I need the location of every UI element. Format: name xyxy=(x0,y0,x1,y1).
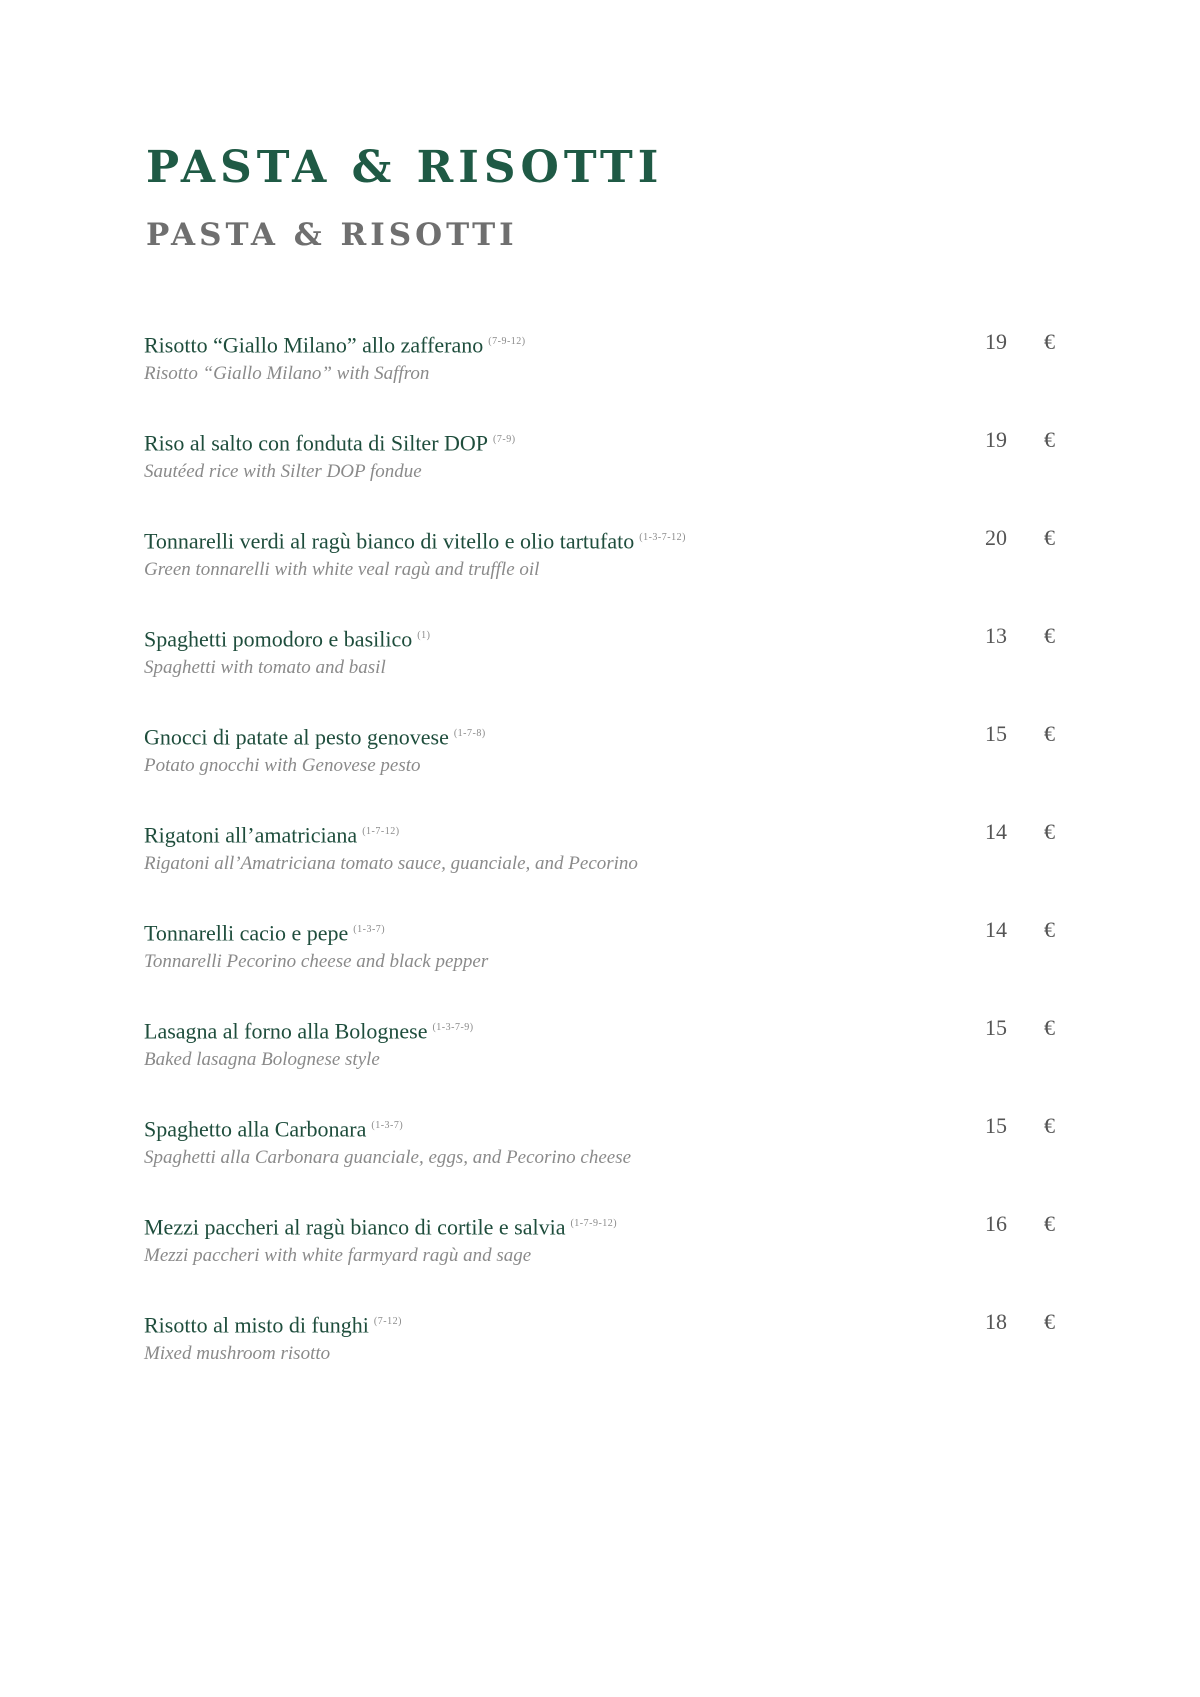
item-description: Mixed mushroom risotto xyxy=(144,1343,331,1364)
item-description: Sautéed rice with Silter DOP fondue xyxy=(144,461,422,482)
currency-symbol: € xyxy=(1044,1211,1055,1236)
item-name: Spaghetti pomodoro e basilico $^{(1)}$ xyxy=(144,626,431,652)
item-name: Spaghetto alla Carbonara $^{(1-3-7)}$ xyxy=(144,1116,404,1142)
allergen-codes: (1-3-7) xyxy=(353,924,386,935)
currency-symbol: € xyxy=(1044,1113,1055,1138)
menu-item xyxy=(0,819,1200,899)
allergen-codes: (1-7-9-12) xyxy=(570,1218,618,1229)
item-price: 15 xyxy=(985,1113,1007,1138)
item-name: Riso al salto con fonduta di Silter DOP $^{(7-9)}$ xyxy=(144,430,516,456)
page-title: PASTA & RISOTTI xyxy=(146,142,664,193)
item-price: 14 xyxy=(985,819,1007,844)
currency-symbol: € xyxy=(1044,525,1055,550)
page-subtitle: PASTA & RISOTTI xyxy=(146,217,518,253)
item-name: Gnocci di patate al pesto genovese $^{(1-7-8)}$ xyxy=(144,724,486,750)
item-price: 16 xyxy=(985,1211,1007,1236)
item-description: Risotto “Giallo Milano” with Saffron xyxy=(144,363,430,384)
allergen-codes: (7-9) xyxy=(493,434,516,445)
menu-item xyxy=(0,427,1200,507)
allergen-codes: (1-3-7) xyxy=(371,1120,404,1131)
allergen-codes: (7-12) xyxy=(373,1316,402,1327)
item-name: Lasagna al forno alla Bolognese $^{(1-3-7-9)}$ xyxy=(144,1018,474,1044)
allergen-codes: (1-7-12) xyxy=(362,826,400,837)
menu-item xyxy=(0,1015,1200,1095)
menu-item xyxy=(0,623,1200,703)
currency-symbol: € xyxy=(1044,1309,1055,1334)
currency-symbol: € xyxy=(1044,721,1055,746)
item-description: Spaghetti alla Carbonara guanciale, eggs, and Pecorino cheese xyxy=(144,1147,632,1168)
item-price: 15 xyxy=(985,721,1007,746)
currency-symbol: € xyxy=(1044,623,1055,648)
item-description: Mezzi paccheri with white farmyard ragù and sage xyxy=(144,1245,532,1266)
allergen-codes: (1) xyxy=(417,630,431,641)
menu-item xyxy=(0,917,1200,997)
currency-symbol: € xyxy=(1044,329,1055,354)
allergen-codes: (7-9-12) xyxy=(488,336,526,347)
item-name: Tonnarelli cacio e pepe $^{(1-3-7)}$ xyxy=(144,920,386,946)
currency-symbol: € xyxy=(1044,1015,1055,1040)
allergen-codes: (1-7-8) xyxy=(453,728,486,739)
item-description: Spaghetti with tomato and basil xyxy=(144,657,386,678)
item-description: Green tonnarelli with white veal ragù and truffle oil xyxy=(144,559,540,580)
item-name: Risotto al misto di funghi $^{(7-12)}$ xyxy=(144,1312,402,1338)
menu-item xyxy=(0,721,1200,801)
menu-item xyxy=(0,329,1200,409)
item-price: 13 xyxy=(985,623,1007,648)
item-price: 14 xyxy=(985,917,1007,942)
item-price: 20 xyxy=(985,525,1007,550)
menu-item xyxy=(0,1309,1200,1389)
menu-item xyxy=(0,1211,1200,1291)
item-name: Rigatoni all’amatriciana $^{(1-7-12)}$ xyxy=(144,822,400,848)
item-price: 19 xyxy=(985,427,1007,452)
menu-item xyxy=(0,525,1200,605)
item-name: Tonnarelli verdi al ragù bianco di vitello e olio tartufato $^{(1-3-7-12)}$ xyxy=(144,528,686,554)
item-price: 18 xyxy=(985,1309,1007,1334)
item-price: 15 xyxy=(985,1015,1007,1040)
item-price: 19 xyxy=(985,329,1007,354)
item-description: Tonnarelli Pecorino cheese and black pepper xyxy=(144,951,489,972)
currency-symbol: € xyxy=(1044,917,1055,942)
item-description: Baked lasagna Bolognese style xyxy=(144,1049,380,1070)
item-description: Potato gnocchi with Genovese pesto xyxy=(144,755,421,776)
item-description: Rigatoni all’Amatriciana tomato sauce, guanciale, and Pecorino xyxy=(144,853,638,874)
currency-symbol: € xyxy=(1044,819,1055,844)
item-name: Mezzi paccheri al ragù bianco di cortile e salvia $^{(1-7-9-12)}$ xyxy=(144,1214,618,1240)
allergen-codes: (1-3-7-9) xyxy=(432,1022,474,1033)
currency-symbol: € xyxy=(1044,427,1055,452)
item-name: Risotto “Giallo Milano” allo zafferano $^{(7-9-12)}$ xyxy=(144,332,526,358)
menu-item xyxy=(0,1113,1200,1193)
allergen-codes: (1-3-7-12) xyxy=(639,532,686,543)
